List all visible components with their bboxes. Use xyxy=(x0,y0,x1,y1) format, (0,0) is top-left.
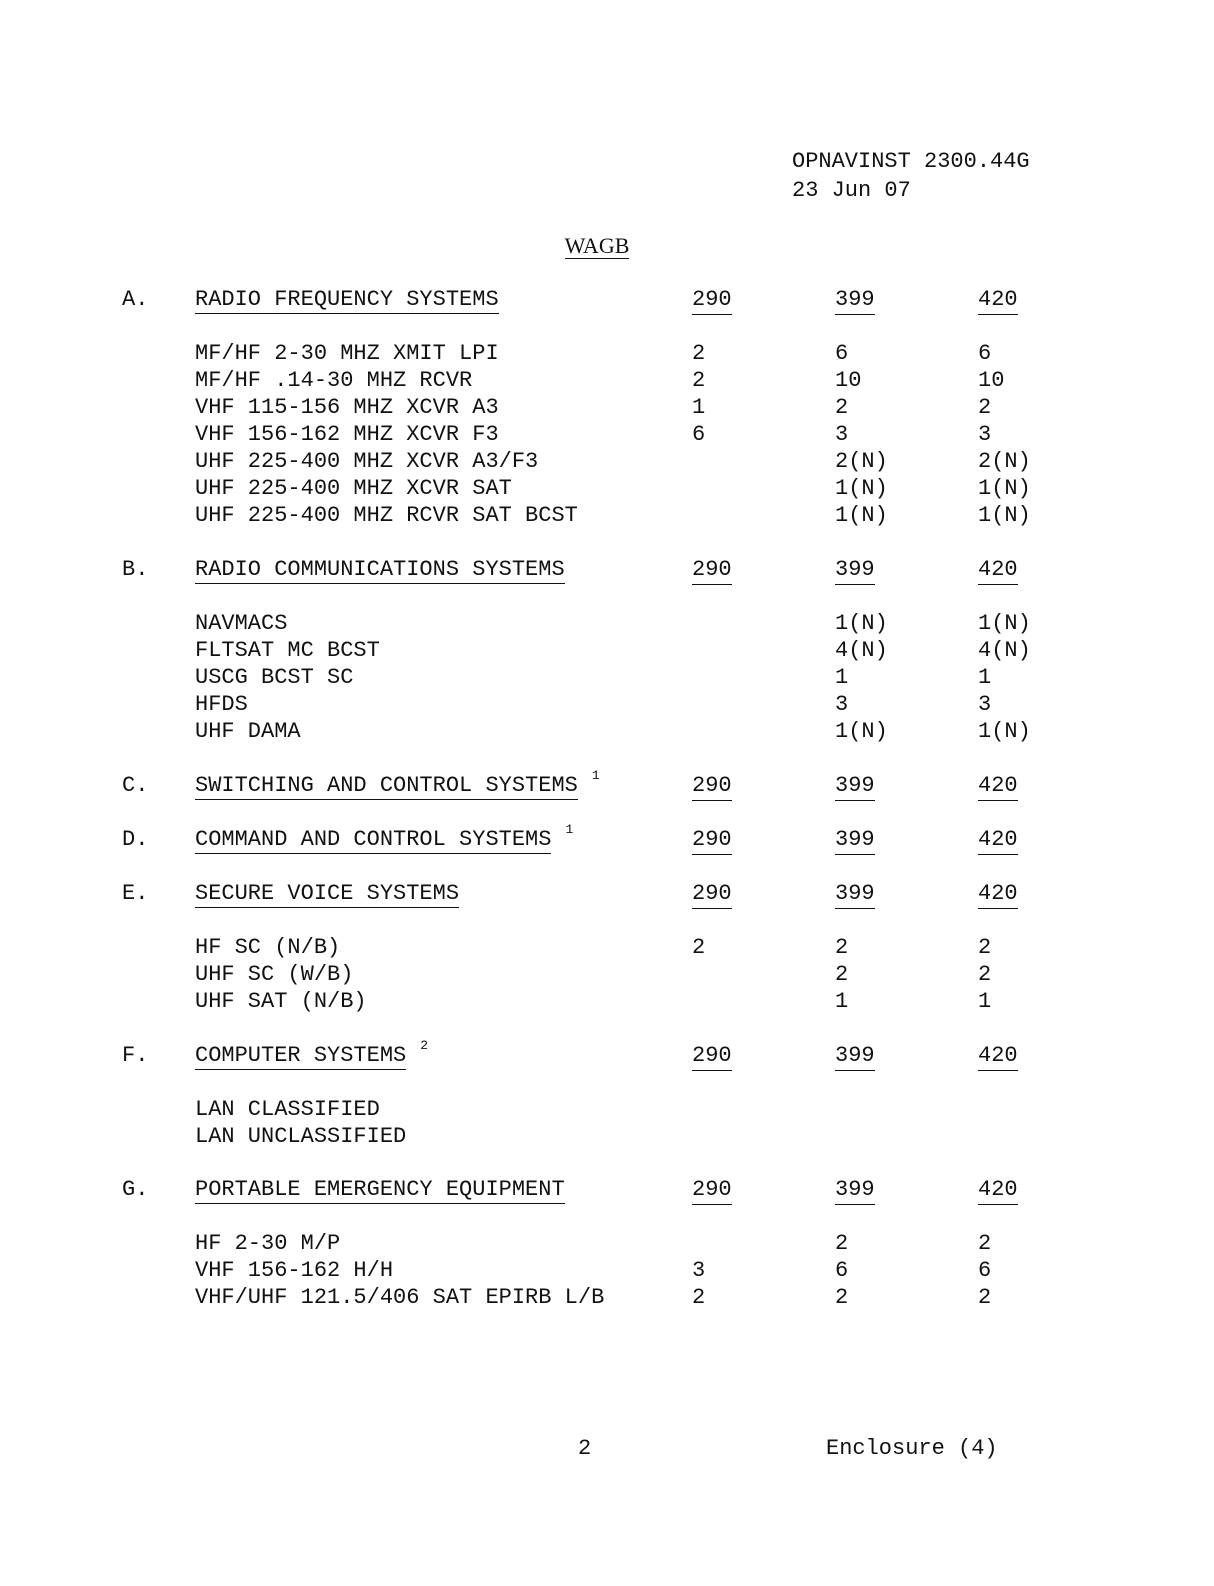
section-title-text: SECURE VOICE SYSTEMS xyxy=(195,881,460,906)
section-title xyxy=(195,286,499,313)
column-header: 420 xyxy=(978,556,1018,585)
document-title: WAGB xyxy=(564,233,630,258)
section-letter: D. xyxy=(122,827,149,852)
equipment-name: VHF 115-156 MHZ XCVR A3 xyxy=(195,395,499,420)
quantity-cell: 3 xyxy=(978,692,992,717)
equipment-name: UHF 225-400 MHZ XCVR SAT xyxy=(195,476,512,501)
table-row xyxy=(0,988,1214,1015)
table-row xyxy=(0,367,1214,394)
quantity-cell: 6 xyxy=(835,341,849,366)
section-title-text: RADIO COMMUNICATIONS SYSTEMS xyxy=(195,557,565,582)
quantity-cell: 1(N) xyxy=(978,503,1031,528)
page-number: 2 xyxy=(578,1436,592,1461)
table-row xyxy=(0,421,1214,448)
quantity-cell: 2 xyxy=(978,1285,992,1310)
footnote-marker: 2 xyxy=(420,1038,429,1053)
quantity-cell: 1(N) xyxy=(835,476,888,501)
table-row xyxy=(0,1284,1214,1311)
quantity-cell: 1(N) xyxy=(978,719,1031,744)
section-heading-row xyxy=(0,822,1214,853)
equipment-name: VHF/UHF 121.5/406 SAT EPIRB L/B xyxy=(195,1285,605,1310)
section-heading-row xyxy=(0,880,1214,907)
section-a xyxy=(0,286,1214,529)
section-letter: A. xyxy=(122,287,149,312)
section-heading-row xyxy=(0,768,1214,799)
table-row xyxy=(0,1230,1214,1257)
column-header: 420 xyxy=(978,1042,1018,1071)
column-header: 290 xyxy=(692,1042,732,1071)
table-row xyxy=(0,1123,1214,1150)
equipment-name: UHF SAT (N/B) xyxy=(195,989,367,1014)
table-row xyxy=(0,637,1214,664)
spacer xyxy=(0,1069,1214,1096)
equipment-name: LAN UNCLASSIFIED xyxy=(195,1124,407,1149)
table-row xyxy=(0,691,1214,718)
section-title-text: PORTABLE EMERGENCY EQUIPMENT xyxy=(195,1177,565,1202)
quantity-cell: 1(N) xyxy=(978,611,1031,636)
column-header: 420 xyxy=(978,1176,1018,1205)
column-header: 420 xyxy=(978,826,1018,855)
table-row xyxy=(0,610,1214,637)
quantity-cell: 1 xyxy=(835,989,849,1014)
spacer xyxy=(0,583,1214,610)
section-c xyxy=(0,768,1214,799)
quantity-cell: 2(N) xyxy=(978,449,1031,474)
section-title xyxy=(195,880,459,907)
spacer xyxy=(0,907,1214,934)
equipment-name: FLTSAT MC BCST xyxy=(195,638,380,663)
spacer xyxy=(0,313,1214,340)
section-title-text: COMMAND AND CONTROL SYSTEMS xyxy=(195,827,552,852)
quantity-cell: 10 xyxy=(978,368,1005,393)
quantity-cell: 10 xyxy=(835,368,862,393)
quantity-cell: 1 xyxy=(978,989,992,1014)
quantity-cell: 3 xyxy=(835,422,849,447)
column-header: 399 xyxy=(835,826,875,855)
quantity-cell: 2 xyxy=(692,1285,706,1310)
quantity-cell: 1 xyxy=(835,665,849,690)
section-letter: B. xyxy=(122,557,149,582)
column-header: 420 xyxy=(978,772,1018,801)
quantity-cell: 2 xyxy=(978,395,992,420)
table-row xyxy=(0,718,1214,745)
section-title-text: SWITCHING AND CONTROL SYSTEMS xyxy=(195,773,578,798)
equipment-name: HFDS xyxy=(195,692,248,717)
quantity-cell: 6 xyxy=(692,422,706,447)
section-title xyxy=(195,1176,565,1203)
section-title-text: RADIO FREQUENCY SYSTEMS xyxy=(195,287,499,312)
equipment-name: NAVMACS xyxy=(195,611,288,636)
column-header: 399 xyxy=(835,772,875,801)
section-d xyxy=(0,822,1214,853)
section-e xyxy=(0,880,1214,1015)
equipment-name: UHF SC (W/B) xyxy=(195,962,354,987)
column-header: 290 xyxy=(692,286,732,315)
quantity-cell: 3 xyxy=(835,692,849,717)
section-title xyxy=(195,556,565,583)
section-heading-row xyxy=(0,1176,1214,1203)
quantity-cell: 2 xyxy=(835,935,849,960)
quantity-cell: 2 xyxy=(978,1231,992,1256)
column-header: 420 xyxy=(978,880,1018,909)
quantity-cell: 2 xyxy=(835,1231,849,1256)
footnote-marker: 1 xyxy=(565,822,574,837)
section-title xyxy=(195,1038,429,1071)
quantity-cell: 1(N) xyxy=(835,611,888,636)
column-header: 399 xyxy=(835,286,875,315)
footnote-marker: 1 xyxy=(591,768,600,783)
quantity-cell: 3 xyxy=(692,1258,706,1283)
quantity-cell: 2 xyxy=(835,962,849,987)
table-row xyxy=(0,475,1214,502)
quantity-cell: 2(N) xyxy=(835,449,888,474)
section-letter: F. xyxy=(122,1043,149,1068)
section-letter: E. xyxy=(122,881,149,906)
column-header: 399 xyxy=(835,1176,875,1205)
table-row xyxy=(0,1257,1214,1284)
quantity-cell: 2 xyxy=(692,341,706,366)
table-row xyxy=(0,934,1214,961)
equipment-name: LAN CLASSIFIED xyxy=(195,1097,380,1122)
quantity-cell: 2 xyxy=(978,935,992,960)
spacer xyxy=(0,1203,1214,1230)
quantity-cell: 6 xyxy=(835,1258,849,1283)
quantity-cell: 1 xyxy=(978,665,992,690)
equipment-name: MF/HF 2-30 MHZ XMIT LPI xyxy=(195,341,499,366)
equipment-name: HF SC (N/B) xyxy=(195,935,341,960)
section-heading-row xyxy=(0,556,1214,583)
equipment-name: MF/HF .14-30 MHZ RCVR xyxy=(195,368,473,393)
section-g xyxy=(0,1176,1214,1311)
document-header xyxy=(792,147,1030,205)
equipment-name: HF 2-30 M/P xyxy=(195,1231,341,1256)
table-row xyxy=(0,394,1214,421)
table-row xyxy=(0,502,1214,529)
section-title xyxy=(195,822,574,855)
equipment-name: VHF 156-162 MHZ XCVR F3 xyxy=(195,422,499,447)
equipment-name: UHF 225-400 MHZ XCVR A3/F3 xyxy=(195,449,539,474)
table-row xyxy=(0,664,1214,691)
quantity-cell: 1(N) xyxy=(978,476,1031,501)
column-header: 290 xyxy=(692,880,732,909)
quantity-cell: 2 xyxy=(692,368,706,393)
quantity-cell: 3 xyxy=(978,422,992,447)
quantity-cell: 2 xyxy=(835,1285,849,1310)
section-letter: C. xyxy=(122,773,149,798)
quantity-cell: 6 xyxy=(978,1258,992,1283)
quantity-cell: 6 xyxy=(978,341,992,366)
quantity-cell: 2 xyxy=(835,395,849,420)
column-header: 399 xyxy=(835,1042,875,1071)
quantity-cell: 2 xyxy=(978,962,992,987)
section-b xyxy=(0,556,1214,745)
column-header: 399 xyxy=(835,880,875,909)
table-row xyxy=(0,1096,1214,1123)
enclosure-label: Enclosure (4) xyxy=(826,1436,998,1461)
column-header: 290 xyxy=(692,1176,732,1205)
table-row xyxy=(0,448,1214,475)
quantity-cell: 1(N) xyxy=(835,503,888,528)
quantity-cell: 4(N) xyxy=(835,638,888,663)
quantity-cell: 4(N) xyxy=(978,638,1031,663)
equipment-name: USCG BCST SC xyxy=(195,665,354,690)
section-heading-row xyxy=(0,286,1214,313)
section-f xyxy=(0,1038,1214,1150)
column-header: 399 xyxy=(835,556,875,585)
instruction-number: OPNAVINST 2300.44G xyxy=(792,149,1030,174)
section-title xyxy=(195,768,600,801)
section-title-text: COMPUTER SYSTEMS xyxy=(195,1043,407,1068)
equipment-name: UHF DAMA xyxy=(195,719,301,744)
section-letter: G. xyxy=(122,1177,149,1202)
equipment-name: UHF 225-400 MHZ RCVR SAT BCST xyxy=(195,503,578,528)
column-header: 290 xyxy=(692,772,732,801)
column-header: 420 xyxy=(978,286,1018,315)
quantity-cell: 2 xyxy=(692,935,706,960)
section-heading-row xyxy=(0,1038,1214,1069)
column-header: 290 xyxy=(692,826,732,855)
table-row xyxy=(0,961,1214,988)
document-date: 23 Jun 07 xyxy=(792,178,911,203)
quantity-cell: 1 xyxy=(692,395,706,420)
equipment-name: VHF 156-162 H/H xyxy=(195,1258,394,1283)
table-row xyxy=(0,340,1214,367)
column-header: 290 xyxy=(692,556,732,585)
quantity-cell: 1(N) xyxy=(835,719,888,744)
